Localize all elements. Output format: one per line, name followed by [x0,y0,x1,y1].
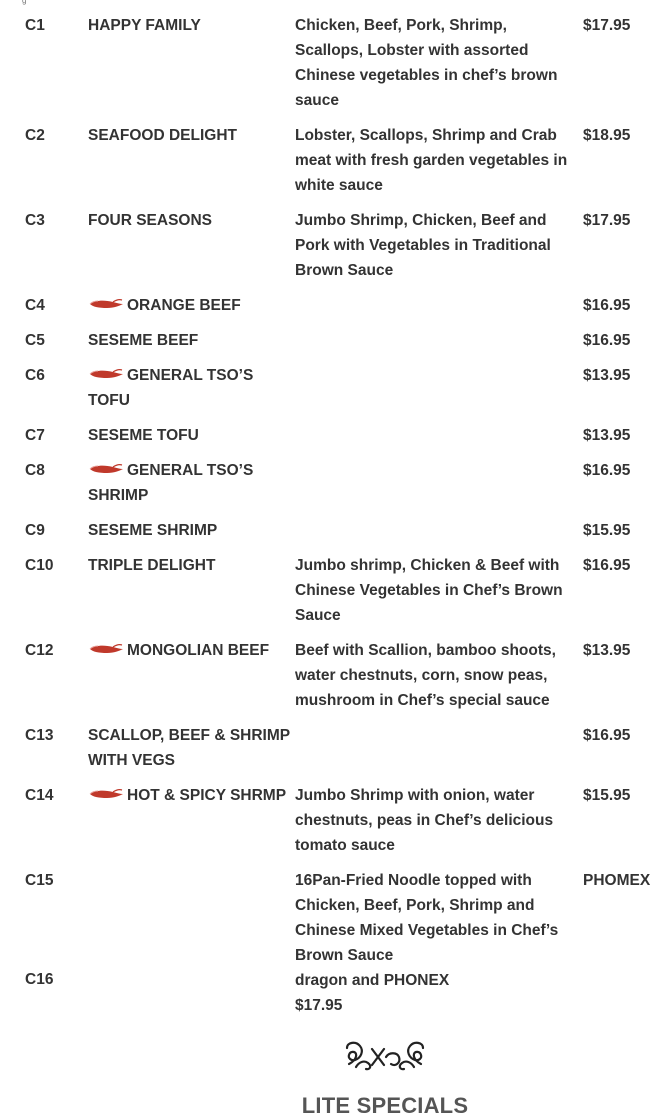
item-name-cell [88,868,295,1028]
item-name: SESEME BEEF [88,332,199,349]
item-description: Jumbo shrimp, Chicken & Beef with Chinese Vegetables in Chef’s Brown Sauce [295,557,563,624]
item-name-cell [88,208,295,293]
menu-item-row [25,723,655,783]
item-code: C7 [25,427,45,444]
item-name: HAPPY FAMILY [88,17,201,34]
item-description [295,423,583,458]
menu-item-row [25,518,655,553]
chili-pepper-icon [88,643,124,655]
item-price: $16.95 [583,727,631,744]
item-name-cell [88,328,295,363]
menu-item-row-merged [25,868,655,1028]
decorative-scroll-icon [344,1040,426,1072]
item-price: $13.95 [583,642,631,659]
item-price: $15.95 [583,787,631,804]
item-description [295,458,583,518]
item-code: C10 [25,557,54,574]
item-price: PHOMEX [583,872,651,889]
item-description: Beef with Scallion, bamboo shoots, water chestnuts, corn, snow peas, mushroom in Chef’s special sauce [295,642,556,709]
item-code: C1 [25,17,45,34]
item-name: SCALLOP, BEEF & SHRIMP WITH VEGS [88,727,290,769]
item-description: Chicken, Beef, Pork, Shrimp, Scallops, Lobster with assorted Chinese vegetables in chef’s brown sauce [295,17,558,109]
item-name-cell [88,423,295,458]
item-name: SEAFOOD DELIGHT [88,127,237,144]
item-description: dragon and PHONEX [295,972,450,989]
menu-item-row [25,458,655,518]
item-name-cell [88,123,295,208]
item-code: C12 [25,642,54,659]
item-code: C5 [25,332,45,349]
item-name-cell [88,723,295,783]
item-name-cell [88,458,295,518]
menu-item-row [25,208,655,293]
item-name-cell [88,13,295,123]
item-description [295,518,583,553]
item-price: $16.95 [583,297,631,314]
chili-pepper-icon [88,368,124,380]
menu-item-row [25,638,655,723]
chili-pepper-icon [88,298,124,310]
item-name: FOUR SEASONS [88,212,213,229]
item-name-cell [88,638,295,723]
item-code: C3 [25,212,45,229]
section-title: LITE SPECIALS [301,1093,469,1118]
item-name-cell [88,293,295,328]
item-name: SESEME SHRIMP [88,522,218,539]
menu-item-row [25,363,655,423]
item-name-cell [88,518,295,553]
item-price: $15.95 [583,522,631,539]
item-code: C14 [25,787,54,804]
item-description: Lobster, Scallops, Shrimp and Crab meat with fresh garden vegetables in white sauce [295,127,568,194]
item-name: HOT & SPICY SHRMP [127,787,287,804]
item-code: C13 [25,727,54,744]
item-description [295,363,583,423]
item-name: TRIPLE DELIGHT [88,557,216,574]
menu-table [25,13,655,1028]
item-name-cell [88,783,295,868]
item-name: MONGOLIAN BEEF [127,642,270,659]
item-description [295,723,583,783]
menu-item-row [25,328,655,363]
item-price: $13.95 [583,427,631,444]
item-code: C9 [25,522,45,539]
menu-item-row [25,553,655,638]
item-code: C6 [25,367,45,384]
menu-item-row [25,293,655,328]
item-code: C15 [25,872,54,889]
item-name: GENERAL TSO’S TOFU [88,367,254,409]
menu-item-row [25,423,655,458]
item-description: $17.95 [295,997,343,1014]
item-price: $16.95 [583,462,631,479]
item-description: 16Pan-Fried Noodle topped with Chicken, Beef, Pork, Shrimp and Chinese Mixed Vegetables in Chef’s Brown Sauce [295,872,559,964]
item-code: C8 [25,462,45,479]
menu-body [25,13,655,1028]
item-price: $17.95 [583,17,631,34]
item-price: $18.95 [583,127,631,144]
item-price: $16.95 [583,332,631,349]
item-code: C4 [25,297,45,314]
chili-pepper-icon [88,788,124,800]
menu-item-row [25,123,655,208]
item-price: $17.95 [583,212,631,229]
item-name-cell [88,553,295,638]
item-description-cell [295,868,583,1028]
menu-item-row [25,13,655,123]
chili-pepper-icon [88,463,124,475]
item-code-cell [25,868,88,1028]
item-name: SESEME TOFU [88,427,199,444]
item-name-cell [88,363,295,423]
item-code: C16 [25,971,54,988]
menu-item-row [25,783,655,868]
item-price: $16.95 [583,557,631,574]
page-top-fragment: g [22,0,27,5]
item-name: ORANGE BEEF [127,297,241,314]
item-description: Jumbo Shrimp with onion, water chestnuts, peas in Chef’s delicious tomato sauce [295,787,554,854]
item-name: GENERAL TSO’S SHRIMP [88,462,254,504]
item-description: Jumbo Shrimp, Chicken, Beef and Pork with Vegetables in Traditional Brown Sauce [295,212,551,279]
item-description [295,328,583,363]
item-description [295,293,583,328]
item-price: $13.95 [583,367,631,384]
item-code: C2 [25,127,45,144]
